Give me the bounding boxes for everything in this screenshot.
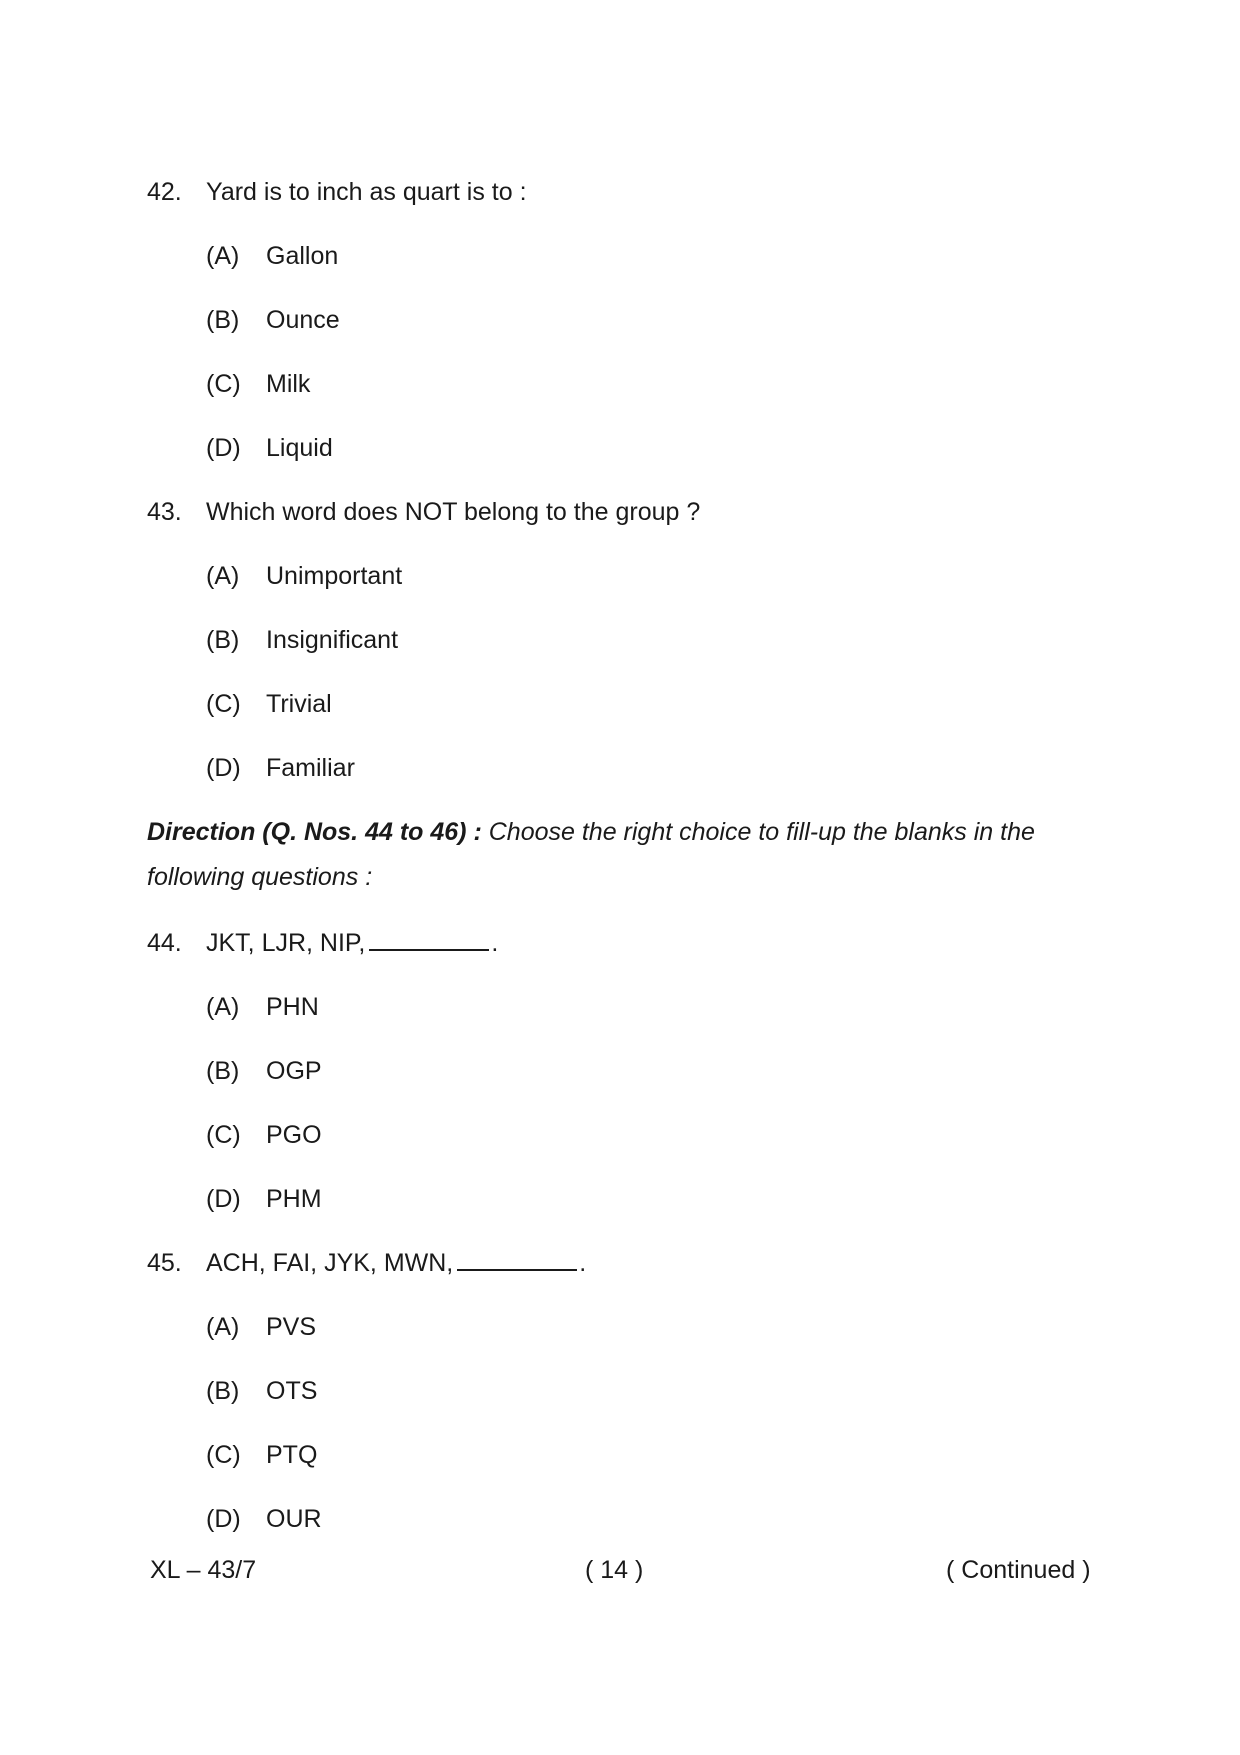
question-44-stem bbox=[206, 928, 498, 958]
option-letter: (D) bbox=[206, 434, 241, 462]
footer-continued: ( Continued ) bbox=[946, 1556, 1091, 1584]
option-text: PVS bbox=[266, 1313, 317, 1341]
option-text: Familiar bbox=[266, 754, 355, 782]
option-text: OTS bbox=[266, 1377, 318, 1405]
option-text: Liquid bbox=[266, 434, 333, 462]
option-text: OUR bbox=[266, 1505, 322, 1533]
direction-paragraph bbox=[147, 810, 1107, 900]
option-letter: (A) bbox=[206, 562, 240, 590]
option-text: Milk bbox=[266, 370, 311, 398]
option-text: PTQ bbox=[266, 1441, 318, 1469]
option-text: PHN bbox=[266, 993, 319, 1021]
option-text: Trivial bbox=[266, 690, 332, 718]
question-44-suffix: . bbox=[491, 929, 499, 957]
question-45-stem bbox=[206, 1248, 586, 1278]
option-letter: (C) bbox=[206, 690, 241, 718]
question-42-number: 42. bbox=[147, 178, 182, 206]
question-44-number: 44. bbox=[147, 929, 182, 957]
option-letter: (A) bbox=[206, 993, 240, 1021]
direction-text: Choose the right choice to fill-up the blanks in the following questions : bbox=[147, 818, 1035, 891]
direction-label: Direction (Q. Nos. 44 to 46) : bbox=[147, 818, 482, 846]
question-45-suffix: . bbox=[579, 1249, 587, 1277]
answer-blank bbox=[457, 1249, 577, 1271]
option-letter: (A) bbox=[206, 1313, 240, 1341]
question-44-text: JKT, LJR, NIP, bbox=[206, 929, 366, 957]
question-42-text: Yard is to inch as quart is to : bbox=[206, 178, 527, 206]
option-letter: (A) bbox=[206, 242, 240, 270]
option-text: Insignificant bbox=[266, 626, 399, 654]
question-45-number: 45. bbox=[147, 1249, 182, 1277]
option-text: OGP bbox=[266, 1057, 322, 1085]
question-45-text: ACH, FAI, JYK, MWN, bbox=[206, 1249, 454, 1277]
footer-page-number: ( 14 ) bbox=[585, 1556, 644, 1584]
footer-exam-code: XL – 43/7 bbox=[150, 1556, 257, 1584]
option-letter: (B) bbox=[206, 1377, 240, 1405]
option-letter: (B) bbox=[206, 1057, 240, 1085]
option-text: Unimportant bbox=[266, 562, 403, 590]
question-43-number: 43. bbox=[147, 498, 182, 526]
option-text: Ounce bbox=[266, 306, 340, 334]
answer-blank bbox=[369, 929, 489, 951]
question-43-text: Which word does NOT belong to the group ? bbox=[206, 498, 701, 526]
option-letter: (D) bbox=[206, 1505, 241, 1533]
option-letter: (C) bbox=[206, 1121, 241, 1149]
option-letter: (B) bbox=[206, 626, 240, 654]
option-letter: (C) bbox=[206, 1441, 241, 1469]
option-letter: (D) bbox=[206, 754, 241, 782]
option-letter: (D) bbox=[206, 1185, 241, 1213]
option-letter: (B) bbox=[206, 306, 240, 334]
option-text: PGO bbox=[266, 1121, 322, 1149]
option-text: PHM bbox=[266, 1185, 322, 1213]
option-text: Gallon bbox=[266, 242, 339, 270]
option-letter: (C) bbox=[206, 370, 241, 398]
